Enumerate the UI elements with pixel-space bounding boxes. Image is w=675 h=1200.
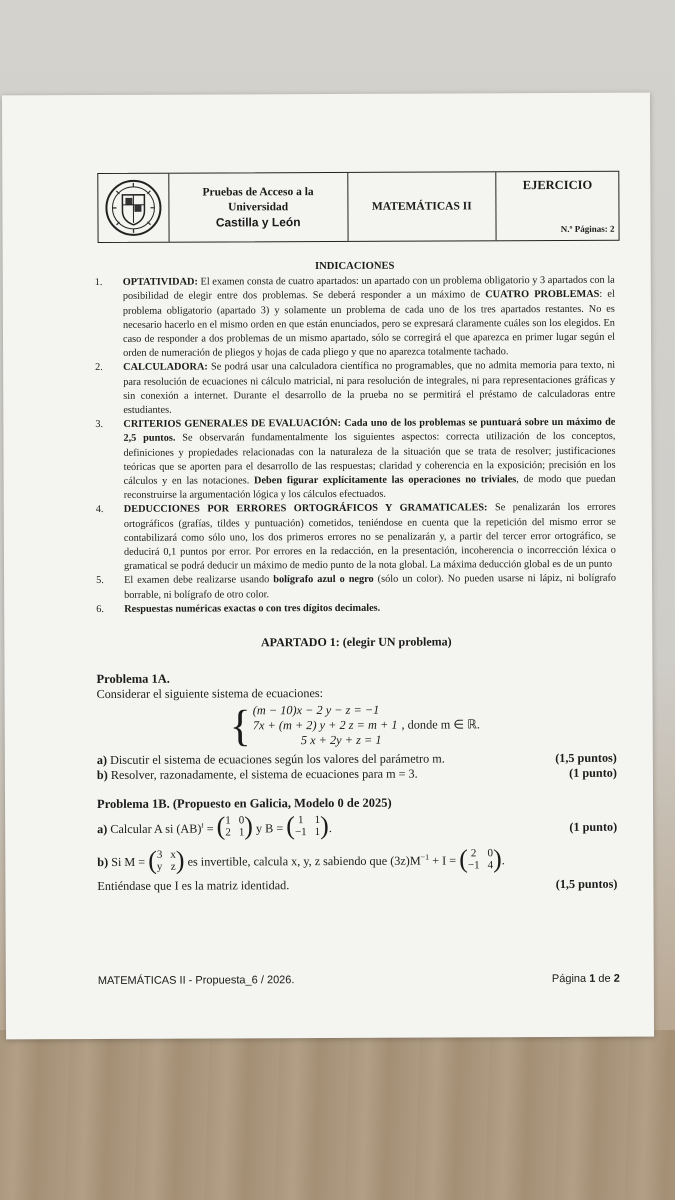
equation-1: (m − 10)x − 2 y − z = −1 (252, 703, 380, 718)
page-footer (98, 973, 620, 987)
equation-3: 5 x + 2y + z = 1 (300, 733, 382, 748)
problem-1a (96, 670, 616, 783)
university-seal-icon (104, 179, 162, 237)
problem-1a-part-a: a) Discutir el sistema de ecuaciones según los valores del parámetro m. (1,5 puntos) (96, 751, 617, 768)
part-b-points: (1,5 puntos) (555, 876, 618, 892)
problem-1b-title: Problema 1B. (Propuesto en Galicia, Modelo 0 de 2025) (97, 796, 392, 812)
page-count: N.º Páginas: 2 (560, 223, 615, 234)
subject-cell (348, 172, 497, 241)
brace-icon: { (229, 701, 251, 751)
matrix-result: ( 2 0 −1 4 ) (459, 844, 502, 874)
table-surface (0, 1030, 675, 1200)
exam-sheet (2, 93, 654, 1040)
exercise-cell (497, 172, 619, 241)
problem-1a-part-b: b) Resolver, razonadamente, el sistema de ecuaciones para m = 3. (1 punto) (96, 766, 617, 783)
equation-system (230, 702, 617, 749)
problem-1a-title: Problema 1A. (96, 671, 170, 687)
problem-1a-intro: Considerar el siguiente sistema de ecuaciones: (96, 686, 324, 702)
header-table (97, 171, 619, 243)
matrix-b: ( 1 1 −1 1 ) (286, 811, 329, 841)
matrix-m: ( 3 x y z ) (148, 845, 185, 876)
indications-title: INDICACIONES (314, 260, 395, 273)
apartado-heading: APARTADO 1: (elegir UN problema) (260, 634, 452, 650)
indication-item: 6. Respuestas numéricas exactas o con tres dígitos decimales. (96, 602, 381, 615)
part-a-points: (1,5 puntos) (555, 751, 617, 766)
part-b-points: (1 punto) (569, 766, 617, 781)
university-line-1: Pruebas de Acceso a la (202, 185, 314, 199)
indication-item: 4. DEDUCCIONES POR ERRORES ORTOGRÁFICOS Y GRAMATICALES: Se penalizarán los errores ortográficos (grafías, tildes y puntuación) cometidos, teniéndose en cuenta que la repetición del mismo error se contabilizará como sólo uno, los dos primeros errores no se penalizarán y, a partir del tercer error ortográfico, se deducirá 0,1 puntos por error. Por errores en la redacción, en la presentación, incoherencia o incorrección léxica o gramatical se podrá deducir un máximo de medio punto de la nota global. La máxima deducción global es de un punto (95, 502, 616, 573)
university-line-2: Universidad (228, 200, 289, 213)
indication-item: 5. El examen debe realizarse usando bolígrafo azul o negro (sólo un color). No pueden usarse ni lápiz, ni bolígrafo borrable, ni bolígrafo de otro color. (96, 573, 617, 601)
university-line-3: Castilla y León (215, 214, 301, 229)
indications-list (95, 274, 616, 617)
indication-item: 1. OPTATIVIDAD: El examen consta de cuatro apartados: un apartado con un problema obligatorio y 3 apartados con la posibilidad de elegir entre dos problemas. Se deberá responder a un máximo de CUATRO PROBLEMAS: el problema obligatorio (apartado 3) y solamente un problema de cada uno de los tres apartados restantes. No es necesario hacerlo en el mismo orden en que están enunciados, pero se expresará claramente cuáles son los elegidos. En caso de responder a dos problemas de un mismo apartado, sólo se corregirá el que aparezca en primer lugar según el orden de numeración de pliegos y hojas de cada pliego y que no aparezca totalmente tachado. (94, 274, 616, 360)
parameter-domain: , donde m ∈ ℝ. (401, 717, 481, 733)
university-logo-cell (98, 174, 169, 242)
problem-1b-part-b: b) Si M = ( 3 x y z ) es invertible, calcula x, y, z sabiendo que $(3z)M^{-1} + I$ = ( 2 0 −1 4 ) . (97, 843, 617, 879)
indication-item: 2. CALCULADORA: Se podrá usar una calculadora científica no programables, que no admita memoria para texto, ni para resolución de ecuaciones ni cálculo matricial, ni para resolución de integrales, ni para representaciones gráficas y sin conexión a internet. Durante el desarrollo de la prueba no se permitirá el préstamo de calculadoras entre estudiantes. (95, 360, 616, 416)
part-a-points: (1 punto) (569, 819, 618, 834)
problem-1b-part-b-line2: Entiéndase que I es la matriz identidad. (1,5 puntos) (97, 876, 618, 894)
footer-proposal: MATEMÁTICAS II - Propuesta_6 / 2026. (97, 974, 295, 988)
exercise-label: EJERCICIO (522, 177, 593, 193)
matrix-ab-transpose: ( 1 0 2 1 ) (216, 811, 254, 841)
footer-page-number: Página 1 de 2 (551, 972, 620, 986)
university-name-cell (169, 173, 348, 242)
indication-item: 3. CRITERIOS GENERALES DE EVALUACIÓN: Cada uno de los problemas se puntuará sobre un máximo de 2,5 puntos. Se observarán fundamentalmente los siguientes aspectos: correcta utilización de los conceptos, definiciones y propiedades relacionadas con la naturaleza de la situación que se trata de resolver; justificaciones teóricas que se aporten para el desarrollo de las respuestas; claridad y coherencia en la exposición; precisión en los cálculos y en las notaciones. Deben figurar explícitamente las operaciones no triviales, de modo que puedan reconstruirse la argumentación lógica y los cálculos efectuados. (95, 416, 616, 502)
subject-title: MATEMÁTICAS II (371, 200, 472, 213)
problem-1b-part-a: a) Calcular A si (AB)$^t$ = ( 1 0 2 1 ) y B = ( 1 1 −1 1 ) . (1 punto) (97, 809, 617, 845)
exam-content (95, 259, 618, 894)
problem-1b (97, 795, 617, 894)
equation-2: 7x + (m + 2) y + 2 z = m + 1 , donde m ∈ ℝ. (252, 717, 481, 733)
